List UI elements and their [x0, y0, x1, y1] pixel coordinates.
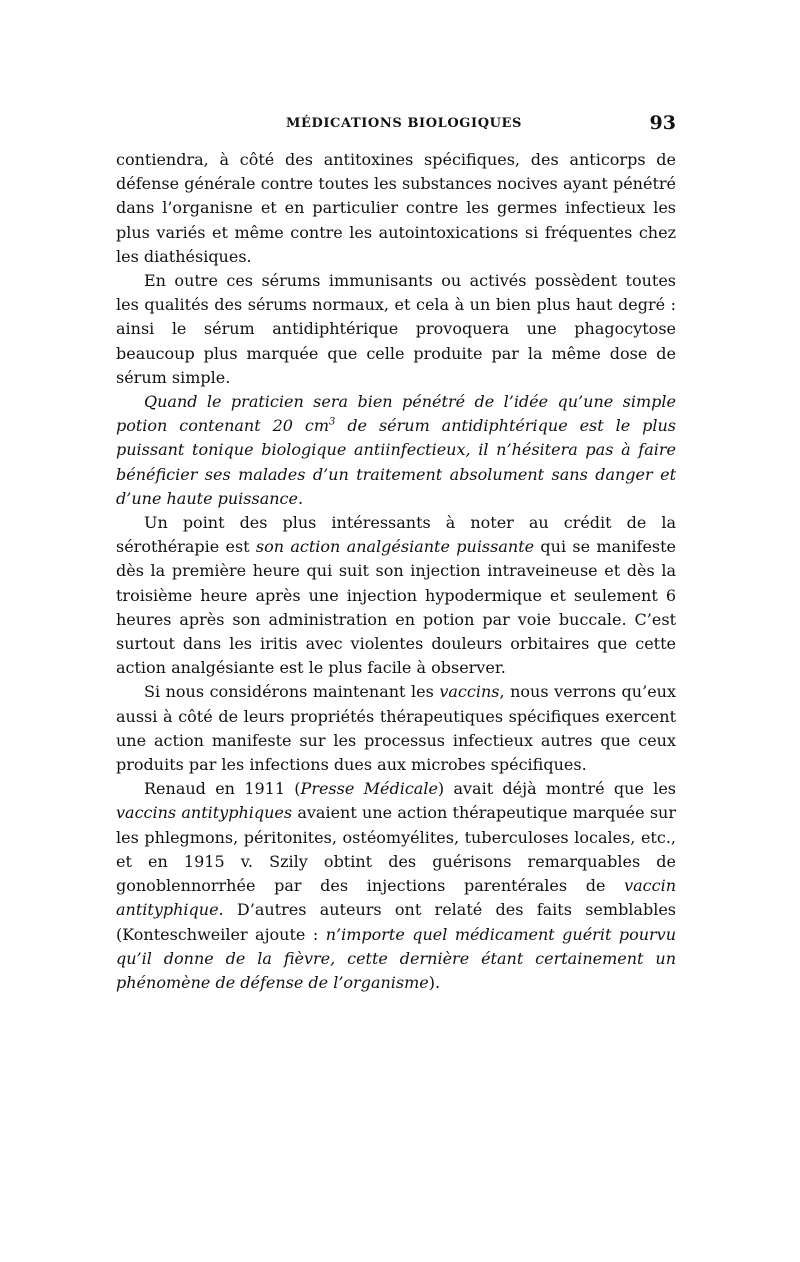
superscript-3: 3	[329, 416, 336, 428]
paragraph-3-part-b: de sérum antidiphtérique est le plus puissant tonique biologique antiinfectieux, il n’hésitera pas à faire bénéficier ses malades d’un traitement absolument sans danger et d’une haute puissance.	[116, 416, 677, 508]
paragraph-6	[116, 777, 676, 995]
paragraph-6-emphasis-4: n’importe quel médicament guérit pourvu qu’il donne de la fièvre, cette dernière étant certainement un phénomène de défense de l’organisme	[116, 924, 676, 992]
paragraph-6-part-e: ).	[428, 972, 441, 992]
paragraph-3-part-a: Quand le praticien sera bien pénétré de l’idée qu’une simple potion contenant 20 cm	[116, 392, 676, 436]
paragraph-4-part-b: qui se manifeste dès la première heure qui suit son injection intraveineuse et dès la troisième heure après une injection hypodermique et seulement 6 heures après son administration en potion par voie buccale. C’est surtout dans les iritis avec violentes douleurs orbitaires que cette action analgésiante est le plus facile à observer.	[116, 537, 677, 678]
paragraph-4-part-a: Un point des plus intéressants à noter au crédit de la sérothérapie est	[116, 513, 676, 557]
paragraph-6-part-c: avaient une action thérapeutique marquée sur les phlegmons, péritonites, ostéomyélites, tuberculoses locales, etc., et en 1915 v. Szily obtint des guérisons remarquables de gonoblennorrhée par des injections parentérales de	[116, 803, 677, 896]
paragraph-2: En outre ces sérums immunisants ou activés possèdent toutes les qualités des sérums normaux, et cela à un bien plus haut degré : ainsi le sérum antidiphtérique provoquera une phagocytose beaucoup plus marquée que celle produite par la même dose de sérum simple.	[116, 271, 676, 387]
paragraph-6-part-b: ) avait déjà montré que les	[437, 779, 677, 799]
body-text	[116, 148, 676, 995]
page-number: 93	[649, 112, 676, 134]
paragraph-6-emphasis-2: vaccins antityphiques	[116, 803, 293, 823]
paragraph-3-italic	[116, 390, 676, 511]
paragraph-5	[116, 680, 676, 777]
paragraph-1: contiendra, à côté des antitoxines spécifiques, des anticorps de défense générale contre toutes les substances nocives ayant pénétré dans l’organisne et en particulier contre les germes infectieux les plus variés et même contre les autointoxications si fréquentes chez les diathésiques.	[116, 150, 676, 266]
running-head: MÉDICATIONS BIOLOGIQUES	[286, 116, 523, 131]
book-page	[116, 112, 676, 995]
paragraph-4	[116, 511, 676, 680]
paragraph-6-part-a: Renaud en 1911 (	[144, 779, 301, 799]
paragraph-5-part-a: Si nous considérons maintenant les	[144, 682, 440, 702]
paragraph-6-emphasis-3: vaccin antityphique	[116, 876, 676, 920]
paragraph-6-emphasis-1: Presse Médicale	[300, 779, 438, 799]
paragraph-4-emphasis: son action analgésiante puissante	[255, 537, 535, 557]
paragraph-5-emphasis: vaccins	[439, 682, 500, 702]
paragraph-6-part-d: . D’autres auteurs ont relaté des faits semblables (Konteschweiler ajoute :	[116, 900, 676, 944]
page-header	[116, 112, 676, 148]
paragraph-5-part-b: , nous verrons qu’eux aussi à côté de leurs propriétés thérapeutiques spécifiques exercent une action manifeste sur les processus infectieux autres que ceux produits par les infections dues aux microbes spécifiques.	[116, 682, 676, 775]
